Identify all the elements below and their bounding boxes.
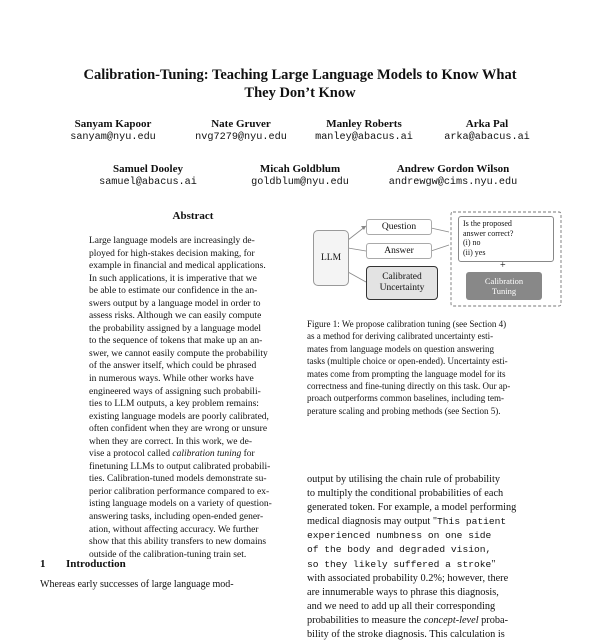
body-line [307,558,516,572]
body-line [307,515,516,529]
example-output-line: so they likely suffered a stroke [307,558,492,570]
author-name: Manley Roberts [326,118,402,130]
abstract-line [89,448,297,461]
caption-line: as a method for deriving calibrated uncertainty esti- [307,331,494,342]
author-name: Arka Pal [465,118,509,130]
author-email: arka@abacus.ai [444,132,530,143]
body-line: with associated probability 0.2%; however, there [307,572,509,584]
abstract-line: often confident when they are wrong or unsure [89,424,268,435]
body-line-text: probabilities to measure the [307,614,424,626]
answer-label: Answer [384,245,414,256]
abstract-line: existing language models are poorly calibrated, [89,411,269,422]
author-name: Samuel Dooley [113,163,183,175]
abstract-line: ties to LLM outputs, a key problem remains: [89,399,259,410]
caption-line: mates come from prompting the language model for its [307,368,506,379]
caption-line: correctness and fine-tuning directly on this task. Our ap- [307,381,511,392]
figure-1-caption [307,318,562,417]
author-dooley [78,162,218,190]
body-line: generated token. For example, a model performing [307,502,517,514]
abstract-line: finetuning LLMs to output calibrated probabili- [89,461,271,472]
author-name: Andrew Gordon Wilson [396,163,510,175]
abstract-line: outside of the calibration-tuning train set. [89,549,247,560]
author-email: goldblum@nyu.edu [251,177,349,188]
body-line: to multiply the conditional probabilities of each [307,488,504,500]
tuning-label-1: Calibration [484,276,524,286]
abstract-line: swers output by a language model in order to [89,298,261,309]
abstract-line: in numerous ways. While other works have [89,374,254,385]
abstract-line: ties. Calibration-tuned models demonstrate su- [89,474,267,485]
abstract-line: to the sequence of tokens that make up an an- [89,336,263,347]
plus-sign: + [500,260,506,271]
llm-box [313,230,349,286]
body-line: are innumerable ways to phrase this diagnosis, [307,586,499,598]
calibrated-uncertainty-box [366,266,438,300]
calibration-tuning-box [466,272,542,300]
section-heading-introduction [40,558,126,570]
caption-line: mates from language models on question answering [307,343,494,354]
abstract-line-text: vise a protocol called [89,449,170,460]
author-goldblum [230,162,370,190]
example-output-line: experienced numbness on one side [307,530,492,542]
author-email: andrewgw@cims.nyu.edu [388,177,518,188]
abstract-line: ation, without affecting accuracy. We further [89,524,259,535]
example-output: This patient [437,516,507,528]
body-emphasis: concept-level [423,614,479,626]
prompt-option-no: (i) no [463,238,481,247]
body-line: bility of the stroke diagnosis. This calculation is [307,629,505,641]
caption-line: perature scaling and probing methods (see Section 5). [307,405,501,416]
abstract-line: the probability assigned by a language model [89,323,262,334]
abstract-emphasis: calibration tuning [172,449,242,460]
abstract-line: when they are correct. In this work, we de- [89,436,253,447]
answer-box [366,243,432,259]
tuning-label-2: Tuning [491,286,517,296]
author-wilson [368,162,538,190]
section-title: Introduction [66,558,126,570]
author-email: sanyam@nyu.edu [70,132,156,143]
title-line-2: They Don’t Know [244,85,356,101]
author-email: samuel@abacus.ai [99,177,197,188]
calibrated-label-1: Calibrated [382,272,422,282]
section-number: 1 [40,558,46,570]
author-pal [422,117,552,145]
caption-line: Figure 1: We propose calibration tuning (see Section 4) [307,319,507,329]
body-line-text: medical diagnosis may output " [307,516,438,528]
caption-line: proach outperforms common baselines, including tem- [307,393,504,404]
quote-end: " [491,558,496,570]
caption-line: tasks (multiple choice or open-ended). Uncertainty esti- [307,356,508,367]
abstract-line: of the answer itself, which could be phrased [89,361,257,372]
abstract-line: example in financial and medical applications. [89,261,266,272]
title-line-1: Calibration-Tuning: Teaching Large Language Models to Know What [83,67,517,83]
author-email: manley@abacus.ai [315,132,413,143]
question-box [366,219,432,235]
prompt-option-yes: (ii) yes [463,247,486,257]
body-line: output by utilising the chain rule of probability [307,474,501,485]
body-line-tail: proba- [478,614,509,626]
abstract-line: show that this ability transfers to new domains [89,537,267,548]
abstract-line: engineered ways of assigning such probabili- [89,386,261,397]
body-line: and we need to add up all their corresponding [307,600,496,612]
author-email: nvg7279@nyu.edu [195,132,287,143]
abstract-line-tail: for [241,449,255,460]
abstract-body [89,235,297,561]
calibrated-label-2: Uncertainty [379,283,425,293]
abstract-line: isting language models on a variety of question- [89,499,272,510]
author-name: Sanyam Kapoor [74,118,152,130]
author-kapoor [48,117,178,145]
prompt-box [458,216,554,262]
abstract-line: ployed for high-stakes decision making, for [89,248,255,259]
right-column-body [307,473,516,642]
abstract-line: perior calibration performance compared to ex- [89,486,270,497]
body-line [307,614,516,628]
author-name: Micah Goldblum [259,163,341,175]
abstract-line: swer, we cannot easily compute the probability [89,348,268,359]
llm-label: LLM [320,252,342,263]
abstract-line: answering tasks, including open-ended gener- [89,512,264,523]
author-roberts [294,117,434,145]
intro-text-line: Whereas early successes of large language mod- [40,579,234,590]
abstract-line: be able to estimate our confidence in the an- [89,286,258,297]
author-gruver [176,117,306,145]
abstract-line: assess risks. Although we can easily compute [89,311,262,322]
abstract-line: In such applications, it is imperative that we [89,273,257,284]
example-output-line: of the body and degraded vision, [307,544,492,556]
paper-title [40,66,560,102]
prompt-line-2: answer correct? [463,228,514,238]
abstract-line: Large language models are increasingly de- [89,236,255,246]
author-name: Nate Gruver [211,118,271,130]
figure-1 [300,210,562,310]
question-label: Question [381,221,417,232]
abstract-heading: Abstract [172,210,214,222]
prompt-line-1: Is the proposed [463,219,512,228]
